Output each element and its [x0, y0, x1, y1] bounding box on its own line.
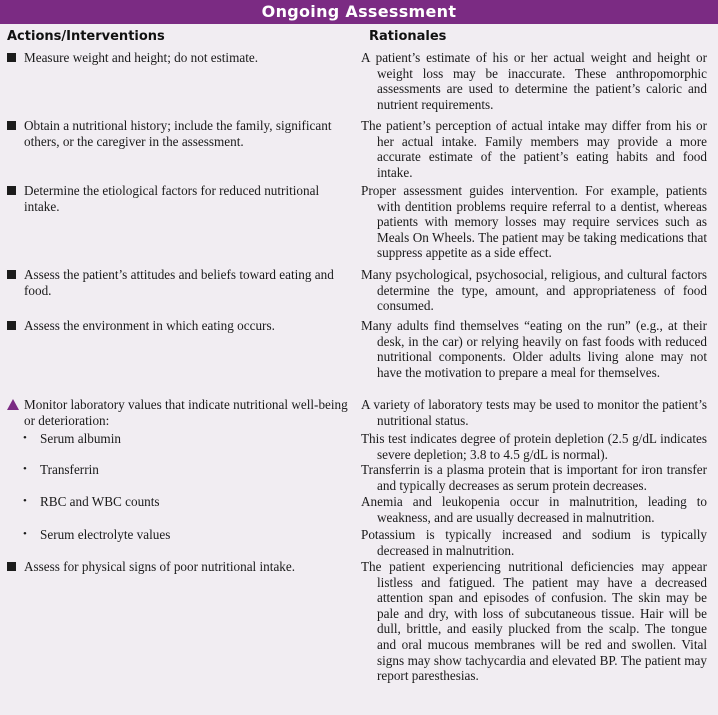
action-text: Measure weight and height; do not estimate. [24, 50, 259, 65]
rationale-text: A patient’s estimate of his or her actual weight and height or weight loss may be inaccurate. These anthropomorphic assessments are used to determine the patient’s caloric and nutrient requirements. [361, 50, 707, 112]
rationale-text: The patient’s perception of actual intake may differ from his or her actual intake. Family members may provide a more accurate estimate of the patient’s eating habits and food intake. [361, 118, 707, 180]
dot-bullet: • [23, 432, 27, 444]
rationale-text: Many adults find themselves “eating on the run” (e.g., at their desk, in the car) or relying heavily on fast foods with reduced nutritional components. Older adults living alone may not have the motivation to prepare a meal for themselves. [361, 318, 707, 380]
dot-bullet: • [23, 463, 27, 475]
action-text: RBC and WBC counts [40, 494, 160, 509]
table-row [0, 118, 718, 183]
assessment-table [0, 50, 718, 699]
table-row [0, 183, 718, 267]
action-text: Serum electrolyte values [40, 527, 171, 542]
rationale-text: A variety of laboratory tests may be used to monitor the patient’s nutritional status. [361, 397, 707, 428]
square-bullet-icon [7, 186, 16, 195]
action-text: Assess the environment in which eating occurs. [24, 318, 275, 333]
table-row [0, 559, 718, 699]
actions-column-header: Actions/Interventions [7, 29, 165, 44]
action-text: Determine the etiological factors for reduced nutritional intake. [24, 183, 320, 214]
action-text: Obtain a nutritional history; include the family, significant others, or the caregiver in the assessment. [24, 118, 332, 149]
action-text: Assess for physical signs of poor nutritional intake. [24, 559, 296, 574]
table-row [0, 267, 718, 318]
action-text: Serum albumin [40, 431, 121, 446]
square-bullet-icon [7, 121, 16, 130]
action-text: Monitor laboratory values that indicate nutritional well-being or deterioration: [24, 397, 348, 428]
action-text: Assess the patient’s attitudes and beliefs toward eating and food. [24, 267, 334, 298]
rationale-text: Transferrin is a plasma protein that is important for iron transfer and typically decreases as serum protein decreases. [361, 462, 707, 493]
action-text: Transferrin [40, 462, 99, 477]
rationale-text: This test indicates degree of protein depletion (2.5 g/dL indicates severe depletion; 3.8 to 4.5 g/dL is normal). [361, 431, 707, 462]
dot-bullet: • [23, 495, 27, 507]
table-row [0, 462, 718, 494]
table-row [0, 431, 718, 462]
table-row [0, 527, 718, 559]
rationale-text: The patient experiencing nutritional deficiencies may appear listless and fatigued. The patient may have a decreased attention span and episodes of confusion. The skin may be pale and dry, with loss of subcutaneous tissue. Hair will be dull, brittle, and easily plucked from the scalp. The tongue and oral mucous membranes will be red and swollen. Vital signs may show tachycardia and elevated BP. The patient may report paresthesias. [361, 559, 707, 684]
square-bullet-icon [7, 321, 16, 330]
square-bullet-icon [7, 562, 16, 571]
square-bullet-icon [7, 270, 16, 279]
rationale-text: Many psychological, psychosocial, religious, and cultural factors determine the type, amount, and appropriateness of food consumed. [361, 267, 707, 314]
square-bullet-icon [7, 53, 16, 62]
rationales-column-header: Rationales [369, 29, 447, 44]
triangle-bullet-icon [7, 399, 19, 410]
dot-bullet: • [23, 528, 27, 540]
section-title: Ongoing Assessment [261, 2, 457, 21]
table-row [0, 397, 718, 431]
rationale-text: Potassium is typically increased and sodium is typically decreased in malnutrition. [361, 527, 707, 558]
table-row [0, 494, 718, 527]
rationale-text: Anemia and leukopenia occur in malnutrition, leading to weakness, and are usually decreased in malnutrition. [361, 494, 707, 525]
table-row [0, 318, 718, 397]
rationale-text: Proper assessment guides intervention. For example, patients with dentition problems require referral to a dentist, whereas patients with memory losses may require services such as Meals On Wheels. The patient may be taking medications that suppress appetite as a side effect. [361, 183, 707, 261]
table-row [0, 50, 718, 118]
section-header [0, 0, 718, 24]
